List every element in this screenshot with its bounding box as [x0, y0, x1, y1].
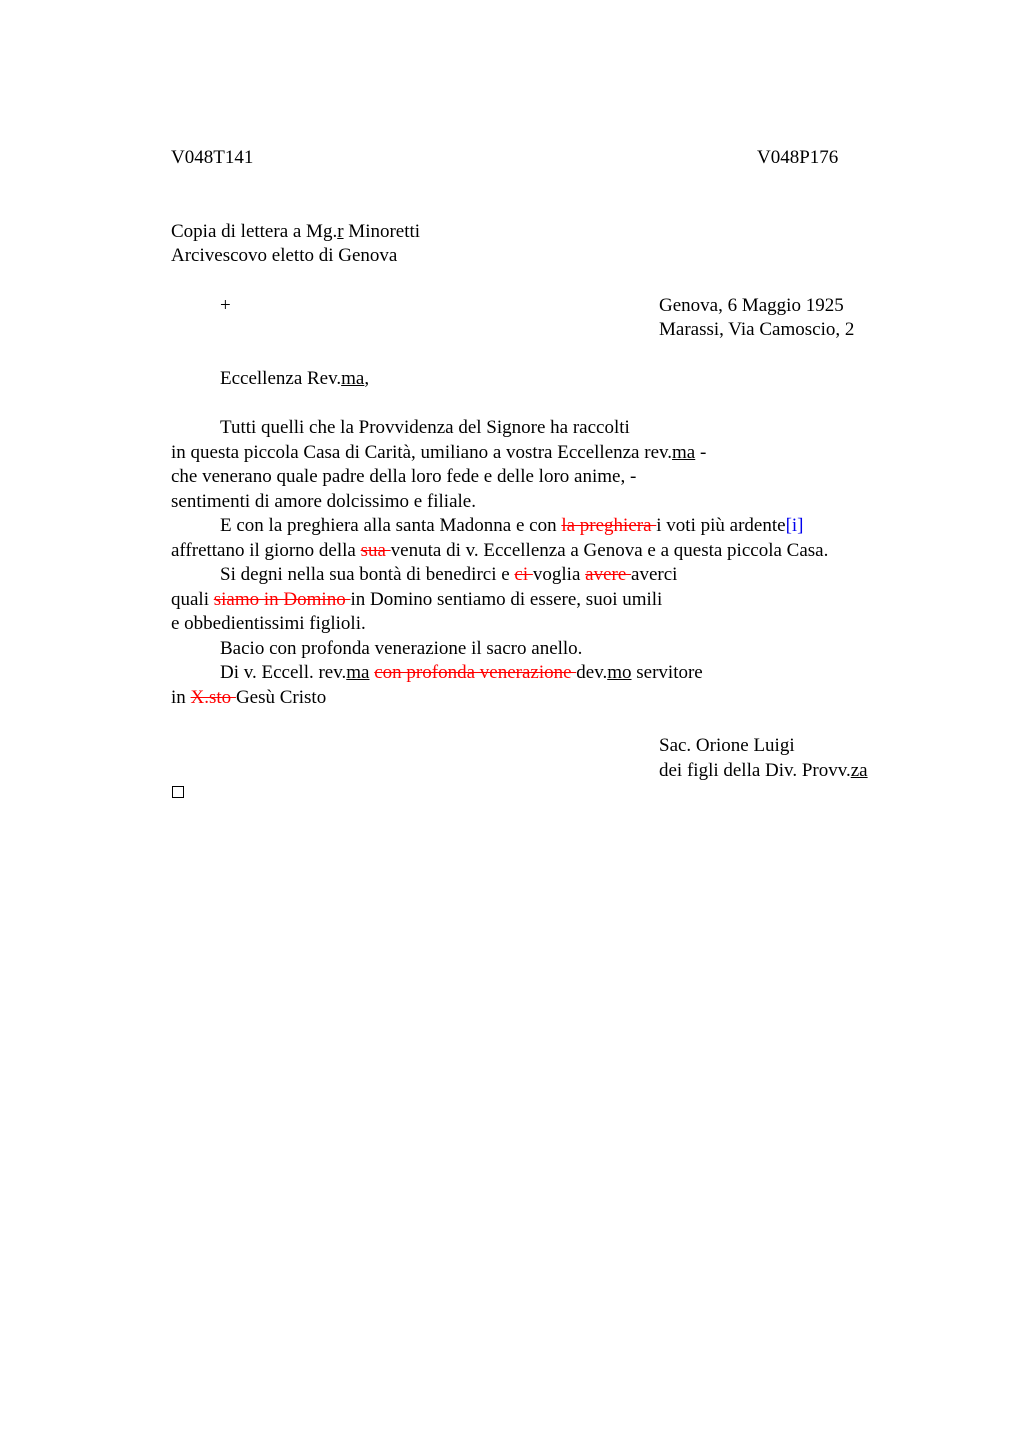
signature-name: Sac. Orione Luigi: [659, 735, 795, 756]
letter-subtitle: Arcivescovo eletto di Genova: [171, 245, 398, 266]
deleted-text: X.sto: [190, 687, 236, 708]
deleted-text: siamo in Domino: [213, 589, 351, 610]
cross-mark: +: [220, 295, 231, 316]
body-line: Si degni nella sua bontà di benedirci e ci voglia avere averci: [220, 564, 678, 585]
deleted-text: avere: [585, 564, 632, 585]
place-date: Genova, 6 Maggio 1925: [659, 295, 844, 316]
deleted-text: con profonda venerazione: [374, 662, 577, 683]
body-line: Tutti quelli che la Provvidenza del Signore ha raccolti: [220, 417, 630, 438]
address-line: Marassi, Via Camoscio, 2: [659, 319, 855, 340]
body-line: Di v. Eccell. rev.ma con profonda venerazione dev.mo servitore: [220, 662, 703, 683]
deleted-text: ci: [514, 564, 533, 585]
document-code-right: V048P176: [757, 147, 839, 168]
letter-title: Copia di lettera a Mg.r Minoretti: [171, 221, 421, 242]
body-line: quali siamo in Domino in Domino sentiamo di essere, suoi umili: [171, 589, 663, 610]
body-line: in questa piccola Casa di Carità, umiliano a vostra Eccellenza rev.ma -: [171, 442, 707, 463]
deleted-text: la preghiera: [561, 515, 657, 536]
body-line: Bacio con profonda venerazione il sacro anello.: [220, 638, 583, 659]
editorial-note[interactable]: [i]: [785, 515, 804, 536]
body-line: in X.sto Gesù Cristo: [171, 687, 327, 708]
body-line: e obbedientissimi figlioli.: [171, 613, 366, 634]
deleted-text: sua: [360, 540, 391, 561]
body-line: sentimenti di amore dolcissimo e filiale.: [171, 491, 476, 512]
document-code-left: V048T141: [171, 147, 254, 168]
body-line: E con la preghiera alla santa Madonna e con la preghiera i voti più ardente[i]: [220, 515, 804, 536]
checkbox-icon: [172, 786, 184, 798]
body-line: che venerano quale padre della loro fede e delle loro anime, -: [171, 466, 637, 487]
signature-affiliation: dei figli della Div. Provv.za: [659, 760, 868, 781]
salutation: Eccellenza Rev.ma,: [220, 368, 370, 389]
body-line: affrettano il giorno della sua venuta di v. Eccellenza a Genova e a questa piccola Casa.: [171, 540, 829, 561]
